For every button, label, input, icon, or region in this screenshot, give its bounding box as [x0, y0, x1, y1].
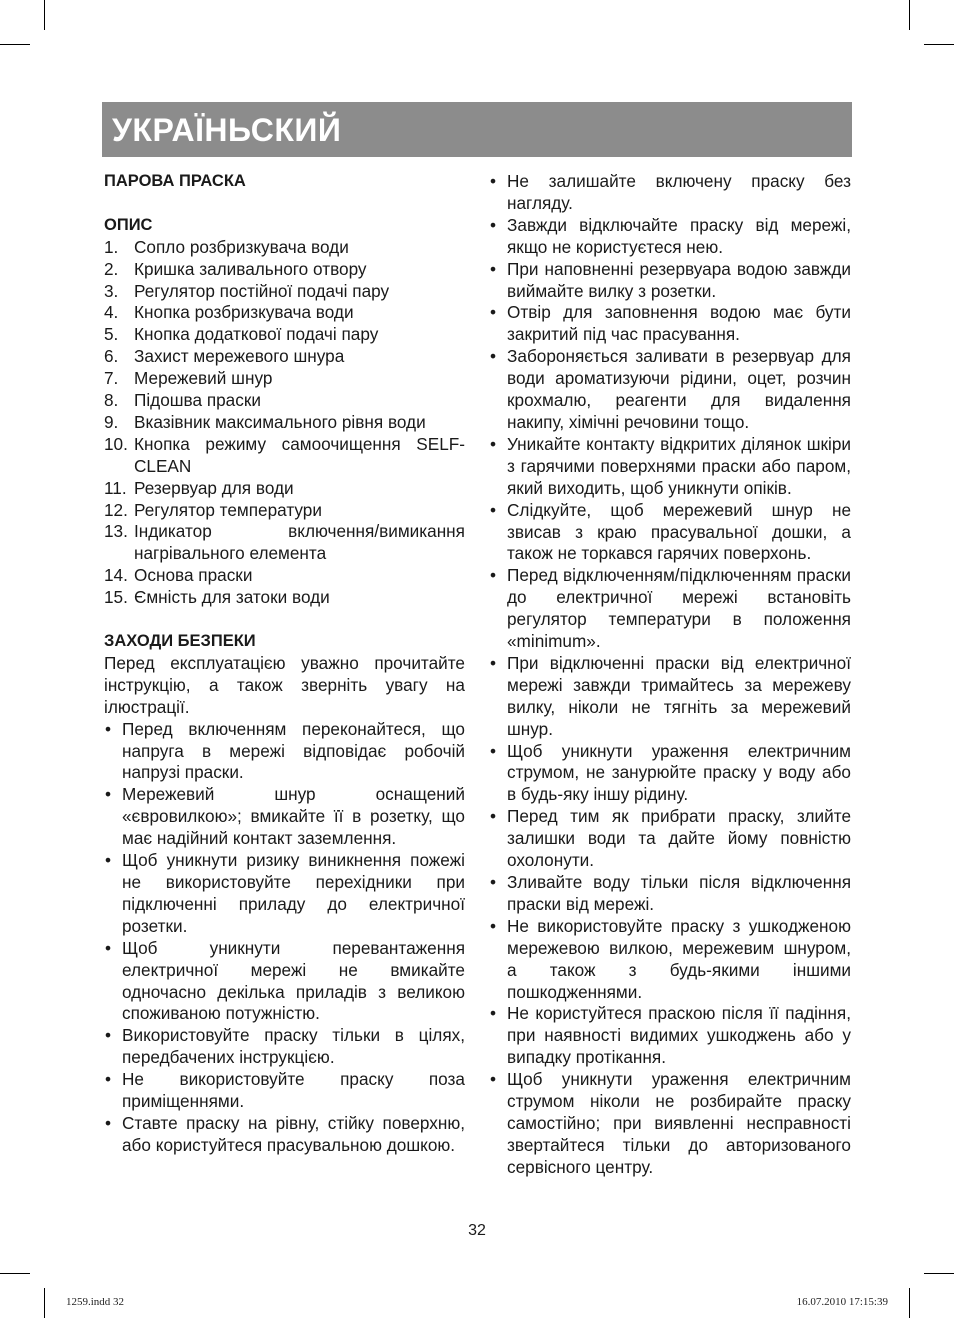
part-number: 2. — [104, 258, 119, 279]
part-item — [104, 346, 465, 368]
part-item — [104, 412, 465, 434]
crop-mark — [909, 0, 910, 30]
crop-mark — [44, 0, 45, 30]
part-item — [104, 259, 465, 281]
bullet-icon: • — [105, 850, 112, 871]
part-label: Підошва праски — [134, 390, 261, 411]
part-number: 1. — [104, 236, 119, 257]
safety-heading: ЗАХОДИ БЕЗПЕКИ — [104, 632, 256, 650]
safety-item — [104, 1069, 465, 1113]
bullet-icon: • — [105, 1025, 112, 1046]
safety-item — [489, 741, 851, 807]
part-number: 12. — [104, 499, 128, 520]
part-label: Резервуар для води — [134, 477, 294, 498]
safety-text: Отвір для заповнення водою має бути закритий під час прасування. — [507, 302, 851, 345]
safety-item — [489, 653, 851, 741]
part-number: 5. — [104, 324, 119, 345]
description-heading: ОПИС — [104, 215, 153, 234]
part-label: Кришка заливального отвору — [134, 258, 367, 279]
safety-text: Перед відключенням/підключенням праски до електричної мережі встановіть регулятор температури в положення «minimum». — [507, 565, 851, 652]
safety-item — [104, 784, 465, 850]
safety-item — [489, 565, 851, 653]
part-number: 6. — [104, 346, 119, 367]
safety-item — [489, 500, 851, 566]
bullet-icon: • — [490, 258, 497, 279]
safety-text: Щоб уникнути перевантаження електричної мережі не вмикайте одночасно декілька приладів з великою споживаною потужністю. — [122, 937, 465, 1024]
safety-text: Мережевий шнур оснащений «євровилкою»; вмикайте її в розетку, що має надійний контакт заземлення. — [122, 784, 465, 849]
safety-item — [489, 916, 851, 1004]
part-item — [104, 281, 465, 303]
page-number: 32 — [468, 1222, 486, 1239]
safety-item — [489, 171, 851, 215]
safety-text: Використовуйте праску тільки в цілях, передбачених інструкцією. — [122, 1025, 465, 1068]
bullet-icon: • — [105, 1112, 112, 1133]
left-column — [104, 171, 465, 1157]
part-label: Індикатор включення/вимикання нагрівального елемента — [134, 521, 465, 564]
part-number: 13. — [104, 521, 128, 542]
bullet-icon: • — [490, 302, 497, 323]
safety-item — [489, 1003, 851, 1069]
part-label: Основа праски — [134, 565, 253, 586]
part-label: Вказівник максимального рівня води — [134, 411, 426, 432]
part-number: 9. — [104, 411, 119, 432]
part-item — [104, 565, 465, 587]
crop-mark — [0, 1273, 30, 1274]
bullet-icon: • — [490, 915, 497, 936]
safety-item — [104, 850, 465, 938]
part-number: 3. — [104, 280, 119, 301]
safety-text: Слідкуйте, щоб мережевий шнур не звисав з краю прасувальної дошки, а також не торкався гарячих поверхонь. — [507, 499, 851, 564]
safety-item — [489, 302, 851, 346]
safety-item — [489, 806, 851, 872]
safety-item — [489, 1069, 851, 1179]
bullet-icon: • — [490, 171, 497, 191]
crop-mark — [44, 1288, 45, 1318]
part-label: Ємність для затоки води — [134, 587, 330, 608]
crop-mark — [909, 1288, 910, 1318]
safety-text: Зливайте воду тільки після відключення праски від мережі. — [507, 872, 851, 914]
bullet-icon: • — [105, 1069, 112, 1090]
part-label: Кнопка додаткової подачі пару — [134, 324, 379, 345]
part-number: 15. — [104, 587, 128, 608]
bullet-icon: • — [490, 433, 497, 454]
part-number: 4. — [104, 302, 119, 323]
bullet-icon: • — [490, 1003, 497, 1024]
part-label: Регулятор постійної подачі пару — [134, 280, 390, 301]
part-label: Сопло розбризкувача води — [134, 236, 349, 257]
safety-item — [104, 1113, 465, 1157]
part-item — [104, 368, 465, 390]
safety-text: Завжди відключайте праску від мережі, якщо не користуєтеся нею. — [507, 214, 851, 257]
part-item — [104, 478, 465, 500]
safety-text: Перед включенням переконайтеся, що напруга в мережі відповідає робочій напрузі праски. — [122, 718, 465, 783]
crop-mark — [0, 44, 30, 45]
part-item — [104, 237, 465, 259]
bullet-icon: • — [490, 872, 497, 892]
right-column — [489, 171, 851, 1179]
bullet-icon: • — [490, 740, 497, 761]
part-number: 10. — [104, 433, 128, 454]
parts-list — [104, 237, 465, 609]
safety-item — [104, 719, 465, 785]
part-label: Кнопка режиму самоочищення SELF-CLEAN — [134, 433, 465, 476]
safety-item — [489, 259, 851, 303]
bullet-icon: • — [105, 784, 112, 805]
part-number: 7. — [104, 368, 119, 389]
slug-date: 16.07.2010 17:15:39 — [796, 1296, 888, 1308]
part-item — [104, 324, 465, 346]
safety-intro: Перед експлуатацією уважно прочитайте інструкцію, а також зверніть увагу на ілюстрації. — [104, 652, 465, 717]
safety-list — [104, 719, 465, 1157]
part-item — [104, 500, 465, 522]
safety-text: При наповненні резервуара водою завжди виймайте вилку з розетки. — [507, 258, 851, 301]
bullet-icon: • — [490, 499, 497, 520]
language-title: УКРАЇНЬСКИЙ — [112, 112, 342, 148]
part-label: Регулятор температури — [134, 499, 322, 520]
part-number: 11. — [104, 477, 127, 498]
part-item — [104, 302, 465, 324]
part-label: Кнопка розбризкувача води — [134, 302, 354, 323]
bullet-icon: • — [490, 1069, 497, 1090]
safety-item — [104, 938, 465, 1026]
part-label: Мережевий шнур — [134, 368, 273, 389]
part-label: Захист мережевого шнура — [134, 346, 345, 367]
part-item — [104, 434, 465, 478]
safety-text: Уникайте контакту відкритих ділянок шкіри з гарячими поверхнями праски або паром, який виходить, щоб уникнути опіків. — [507, 433, 851, 498]
safety-item — [489, 434, 851, 500]
safety-text: Не залишайте включену праску без нагляду. — [507, 171, 851, 213]
bullet-icon: • — [490, 565, 497, 586]
safety-text: Перед тим як прибрати праску, злийте залишки води та дайте йому повністю охолонути. — [507, 806, 851, 871]
slug-file: 1259.indd 32 — [66, 1296, 125, 1308]
part-item — [104, 521, 465, 565]
bullet-icon: • — [490, 346, 497, 367]
part-number: 14. — [104, 565, 128, 586]
safety-text: Щоб уникнути ризику виникнення пожежі не використовуйте перехідники при підключенні приладу до електричної розетки. — [122, 850, 465, 936]
safety-text: При відключенні праски від електричної мережі завжди тримайтесь за мережеву вилку, ніколи не тягніть за мережевий шнур. — [507, 652, 851, 739]
safety-text: Щоб уникнути ураження електричним струмом, не занурюйте праску у воду або в будь-яку іншу рідину. — [507, 740, 851, 805]
crop-mark — [924, 1273, 954, 1274]
part-item — [104, 390, 465, 412]
bullet-icon: • — [105, 937, 112, 958]
crop-mark — [924, 44, 954, 45]
bullet-icon: • — [490, 214, 497, 235]
safety-text: Забороняється заливати в резервуар для води ароматизуючи рідини, оцет, розчин крохмалю, реагенти для видалення накипу, хімічні речовини тощо. — [507, 346, 851, 432]
product-title: ПАРОВА ПРАСКА — [104, 172, 246, 190]
language-header — [102, 102, 852, 157]
safety-item — [489, 346, 851, 434]
safety-text: Ставте праску на рівну, стійку поверхню, або користуйтеся прасувальною дошкою. — [122, 1112, 465, 1155]
bullet-icon: • — [490, 652, 497, 673]
safety-text: Не використовуйте праску з ушкодженою мережевою вилкою, мережевим шнуром, а також з будь-якими іншими пошкодженнями. — [507, 915, 851, 1002]
safety-item — [489, 872, 851, 916]
part-item — [104, 587, 465, 609]
bullet-icon: • — [105, 718, 112, 739]
safety-text: Не користуйтеся праскою після її падіння, при наявності видимих ушкоджень або у випадку протікання. — [507, 1003, 851, 1068]
safety-text: Не використовуйте праску поза приміщеннями. — [122, 1069, 465, 1112]
bullet-icon: • — [490, 806, 497, 827]
safety-item — [104, 1025, 465, 1069]
safety-item — [489, 215, 851, 259]
safety-list-continued — [489, 171, 851, 1179]
part-number: 8. — [104, 390, 119, 411]
safety-text: Щоб уникнути ураження електричним струмом ніколи не розбирайте праску самостійно; при виявленні несправності звертайтеся тільки до авторизованого сервісного центру. — [507, 1069, 851, 1177]
